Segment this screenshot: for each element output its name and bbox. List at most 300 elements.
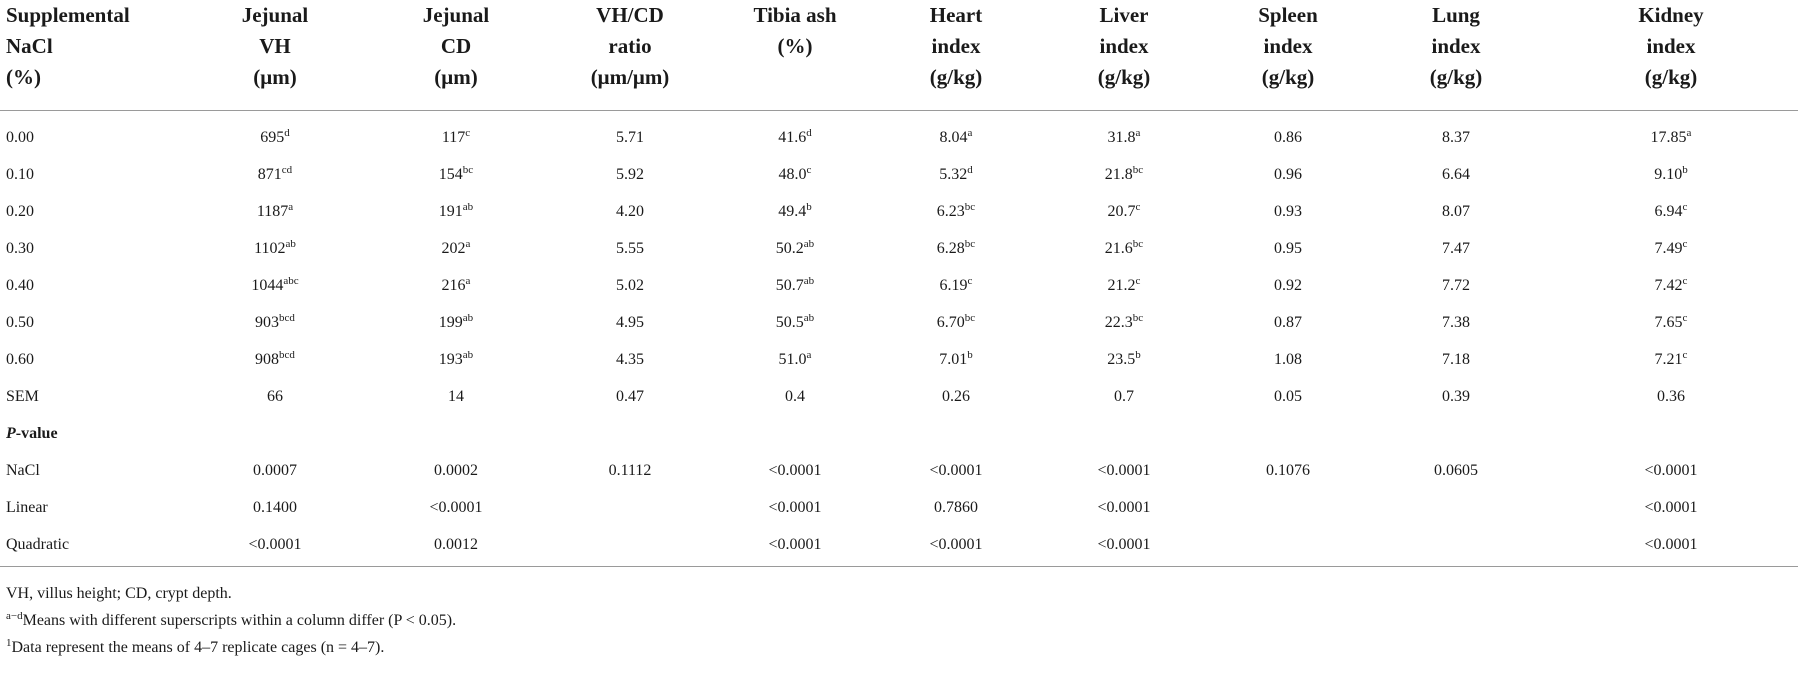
cell-value: 1044 [251, 276, 284, 294]
row-label [0, 304, 180, 341]
table-cell [1208, 304, 1368, 341]
column-header-line: index [1431, 34, 1481, 58]
cell-value: 0.47 [616, 387, 644, 405]
significance-superscript: bc [462, 163, 474, 176]
cell-value: 0.60 [6, 350, 34, 368]
cell-value: 0.87 [1274, 313, 1302, 331]
column-header-line: (%) [6, 65, 41, 89]
significance-superscript: c [967, 274, 973, 287]
table-cell [542, 193, 718, 230]
cell-value: 0.1400 [253, 498, 297, 516]
cell-value: <0.0001 [1644, 498, 1698, 516]
table-cell [370, 156, 542, 193]
footnote-superscript-text: Means with different superscripts within a column differ (P < 0.05). [22, 612, 457, 629]
cell-value: 5.92 [616, 165, 644, 183]
cell-value: 0.1076 [1266, 461, 1310, 479]
cell-value: 6.64 [1442, 165, 1470, 183]
column-header-line: index [931, 34, 981, 58]
cell-value: 191 [438, 202, 463, 220]
table-cell [872, 304, 1040, 341]
significance-superscript: bc [964, 237, 976, 250]
table-cell [718, 526, 872, 563]
table-row [0, 230, 1798, 267]
cell-value: 23.5 [1107, 350, 1136, 368]
table-cell [542, 304, 718, 341]
cell-value: 0.4 [785, 387, 805, 405]
row-label [0, 452, 180, 489]
table-row [0, 193, 1798, 230]
cell-value: 0.50 [6, 313, 34, 331]
cell-value: 202 [441, 239, 466, 257]
table-row [0, 267, 1798, 304]
significance-superscript: bcd [279, 311, 295, 324]
cell-value: 22.3 [1104, 313, 1133, 331]
table-cell [872, 415, 1040, 452]
table-cell [180, 193, 370, 230]
cell-value: 0.36 [1657, 387, 1685, 405]
column-header-line: VH/CD [596, 3, 664, 27]
table-cell [180, 230, 370, 267]
cell-value: Quadratic [6, 535, 70, 553]
cell-value: 0.40 [6, 276, 34, 294]
cell-value: 6.28 [936, 239, 965, 257]
column-header-2 [370, 0, 542, 110]
table-cell [542, 452, 718, 489]
table-cell [1208, 267, 1368, 304]
column-header-6 [1040, 0, 1208, 110]
table-cell [370, 526, 542, 563]
p-value-letter: P [6, 424, 16, 442]
table-cell [1208, 341, 1368, 378]
table-cell [1544, 304, 1798, 341]
table-cell [718, 341, 872, 378]
column-header-line: Jejunal [422, 3, 490, 27]
cell-value: 7.72 [1442, 276, 1470, 294]
table-cell [1368, 110, 1544, 156]
table-cell [1040, 304, 1208, 341]
table-cell [370, 415, 542, 452]
cell-value: 17.85 [1650, 128, 1687, 146]
significance-superscript: c [1682, 237, 1688, 250]
column-header-line: Spleen [1258, 3, 1318, 27]
significance-superscript: ab [462, 348, 474, 361]
table-row [0, 156, 1798, 193]
table-cell [542, 110, 718, 156]
significance-superscript: bcd [279, 348, 295, 361]
cell-value: 0.00 [6, 128, 34, 146]
cell-value: 41.6 [778, 128, 807, 146]
cell-value: <0.0001 [929, 535, 983, 553]
significance-superscript: ab [285, 237, 296, 250]
significance-superscript: abc [283, 274, 299, 287]
cell-value: 5.71 [616, 128, 644, 146]
column-header-line: CD [440, 34, 472, 58]
table-cell [370, 193, 542, 230]
table-cell [370, 341, 542, 378]
table-cell [180, 378, 370, 415]
significance-superscript: ab [803, 274, 815, 287]
table-row [0, 341, 1798, 378]
column-header-0 [0, 0, 180, 110]
cell-value: 7.49 [1654, 239, 1683, 257]
cell-value: 20.7 [1107, 202, 1136, 220]
cell-value: 50.5 [775, 313, 804, 331]
footnotes [6, 580, 1786, 661]
cell-value: 0.05 [1274, 387, 1302, 405]
cell-value: <0.0001 [1644, 461, 1698, 479]
cell-value: 7.42 [1654, 276, 1683, 294]
row-label [0, 267, 180, 304]
cell-value: 5.02 [616, 276, 644, 294]
cell-value: Linear [6, 498, 48, 516]
table-cell [370, 230, 542, 267]
column-header-line: index [1263, 34, 1313, 58]
cell-value: 7.18 [1442, 350, 1470, 368]
table-cell [718, 110, 872, 156]
table-cell [180, 110, 370, 156]
cell-value: 9.10 [1654, 165, 1683, 183]
cell-value: <0.0001 [248, 535, 302, 553]
table-cell [180, 341, 370, 378]
column-header-line: index [1099, 34, 1149, 58]
table-cell [1208, 489, 1368, 526]
cell-value: 0.0002 [434, 461, 478, 479]
table-cell [180, 415, 370, 452]
table-cell [370, 267, 542, 304]
column-header-3 [542, 0, 718, 110]
table-cell [1040, 526, 1208, 563]
cell-value: 8.37 [1442, 128, 1470, 146]
cell-value: 14 [448, 387, 464, 405]
table-cell [1544, 452, 1798, 489]
cell-value: <0.0001 [1097, 498, 1151, 516]
table-cell [1368, 230, 1544, 267]
table-cell [542, 378, 718, 415]
cell-value: NaCl [6, 461, 40, 479]
table-cell [1208, 193, 1368, 230]
table-header [0, 0, 1798, 110]
significance-superscript: c [1135, 274, 1141, 287]
footnote-superscript-marker: a−d [6, 610, 23, 622]
table-cell [1368, 341, 1544, 378]
cell-value: 4.95 [616, 313, 644, 331]
p-value-suffix: -value [15, 424, 58, 442]
table-cell [542, 489, 718, 526]
table-row [0, 110, 1798, 156]
significance-superscript: c [465, 126, 471, 139]
table-cell [718, 304, 872, 341]
table-cell [872, 193, 1040, 230]
table-cell [370, 489, 542, 526]
row-label [0, 341, 180, 378]
table-cell [1544, 267, 1798, 304]
cell-value: 50.2 [775, 239, 804, 257]
significance-superscript: bc [964, 311, 976, 324]
table-cell [1544, 110, 1798, 156]
cell-value: 6.23 [936, 202, 965, 220]
table-row [0, 415, 1798, 452]
cell-value: 6.70 [936, 313, 965, 331]
row-label [0, 415, 180, 452]
significance-superscript: c [1135, 200, 1141, 213]
table-row [0, 378, 1798, 415]
column-header-line: (g/kg) [929, 65, 983, 89]
cell-value: 0.39 [1442, 387, 1470, 405]
cell-value: 4.35 [616, 350, 644, 368]
cell-value: 7.65 [1654, 313, 1683, 331]
cell-value: 193 [438, 350, 463, 368]
table-cell [718, 452, 872, 489]
cell-value: 0.0012 [434, 535, 478, 553]
cell-value: 0.26 [942, 387, 970, 405]
column-header-1 [180, 0, 370, 110]
table-cell [1368, 526, 1544, 563]
table-cell [180, 452, 370, 489]
cell-value: 1.08 [1274, 350, 1302, 368]
table-cell [1040, 415, 1208, 452]
cell-value: 5.32 [939, 165, 968, 183]
significance-superscript: c [1682, 348, 1688, 361]
table-cell [180, 526, 370, 563]
cell-value: 0.92 [1274, 276, 1302, 294]
significance-superscript: ab [462, 200, 474, 213]
column-header-line: (g/kg) [1261, 65, 1315, 89]
row-label [0, 110, 180, 156]
table-cell [370, 378, 542, 415]
cell-value: 48.0 [778, 165, 807, 183]
cell-value: 0.95 [1274, 239, 1302, 257]
table-cell [180, 489, 370, 526]
cell-value: 0.96 [1274, 165, 1302, 183]
row-label [0, 526, 180, 563]
cell-value: 8.07 [1442, 202, 1470, 220]
table-cell [718, 415, 872, 452]
significance-superscript: c [1682, 274, 1688, 287]
table-cell [1040, 193, 1208, 230]
cell-value: <0.0001 [768, 461, 822, 479]
cell-value: 0.7860 [934, 498, 978, 516]
footnote-data-marker: 1 [6, 637, 12, 649]
table-cell [872, 452, 1040, 489]
cell-value: 154 [438, 165, 463, 183]
row-label [0, 230, 180, 267]
cell-value: 216 [441, 276, 466, 294]
table-body [0, 110, 1798, 563]
significance-superscript: b [1135, 348, 1141, 361]
column-header-line: NaCl [6, 34, 53, 58]
cell-value: 0.7 [1114, 387, 1134, 405]
cell-value: 4.20 [616, 202, 644, 220]
significance-superscript: a [288, 200, 294, 213]
column-header-line: (μm/μm) [590, 65, 670, 89]
significance-superscript: a [967, 126, 973, 139]
table-cell [1208, 452, 1368, 489]
cell-value: <0.0001 [1097, 535, 1151, 553]
table-cell [1208, 156, 1368, 193]
table-cell [542, 156, 718, 193]
table-cell [872, 526, 1040, 563]
column-header-line: Lung [1432, 3, 1480, 27]
cell-value: 0.1112 [608, 461, 652, 479]
cell-value: <0.0001 [1644, 535, 1698, 553]
table-cell [542, 341, 718, 378]
column-header-line: (%) [777, 34, 813, 58]
cell-value: 871 [257, 165, 282, 183]
column-header-line: index [1646, 34, 1696, 58]
table-cell [1040, 230, 1208, 267]
cell-value: 7.47 [1442, 239, 1470, 257]
table-cell [1368, 267, 1544, 304]
footnote-data-text: Data represent the means of 4–7 replicate cages (n = 4–7). [11, 639, 385, 656]
cell-value: 7.38 [1442, 313, 1470, 331]
table-cell [1544, 415, 1798, 452]
cell-value: 903 [255, 313, 280, 331]
table-cell [1040, 156, 1208, 193]
cell-value: 7.21 [1654, 350, 1683, 368]
cell-value: 21.8 [1104, 165, 1133, 183]
column-header-line: Tibia ash [753, 3, 837, 27]
table-row [0, 452, 1798, 489]
cell-value: 6.94 [1654, 202, 1683, 220]
cell-value: 6.19 [939, 276, 968, 294]
table-cell [1040, 267, 1208, 304]
table-cell [1544, 526, 1798, 563]
significance-superscript: bc [1132, 237, 1144, 250]
cell-value: 0.30 [6, 239, 34, 257]
significance-superscript: a [806, 348, 812, 361]
table-cell [872, 230, 1040, 267]
cell-value: 199 [438, 313, 463, 331]
significance-superscript: d [806, 126, 812, 139]
column-header-line: (g/kg) [1429, 65, 1483, 89]
table-cell [872, 267, 1040, 304]
table-cell [1368, 156, 1544, 193]
table-cell [180, 304, 370, 341]
cell-value: <0.0001 [929, 461, 983, 479]
cell-value: 0.0007 [253, 461, 297, 479]
table-cell [1040, 452, 1208, 489]
cell-value: 908 [255, 350, 280, 368]
significance-superscript: ab [803, 311, 815, 324]
significance-superscript: bc [1132, 311, 1144, 324]
cell-value: 8.04 [939, 128, 968, 146]
row-label [0, 156, 180, 193]
cell-value: 695 [260, 128, 285, 146]
cell-value: 31.8 [1107, 128, 1136, 146]
column-header-7 [1208, 0, 1368, 110]
significance-superscript: c [806, 163, 812, 176]
table-row [0, 304, 1798, 341]
column-header-line: (μm) [434, 65, 478, 89]
cell-value: SEM [6, 387, 39, 405]
cell-value: 66 [267, 387, 283, 405]
table-cell [180, 156, 370, 193]
cell-value: 51.0 [778, 350, 807, 368]
significance-superscript: a [1686, 126, 1692, 139]
cell-value: 21.6 [1104, 239, 1133, 257]
table-cell [1544, 489, 1798, 526]
table-cell [1208, 378, 1368, 415]
table-cell [1544, 156, 1798, 193]
significance-superscript: ab [803, 237, 815, 250]
table-cell [1040, 489, 1208, 526]
table-cell [542, 267, 718, 304]
cell-value: <0.0001 [1097, 461, 1151, 479]
table-cell [872, 341, 1040, 378]
cell-value: 1102 [254, 239, 286, 257]
table-cell [370, 452, 542, 489]
table-cell [370, 110, 542, 156]
table-cell [1368, 415, 1544, 452]
significance-superscript: b [806, 200, 812, 213]
cell-value: 117 [441, 128, 466, 146]
table-cell [872, 110, 1040, 156]
table-row [0, 526, 1798, 563]
significance-superscript: a [465, 274, 471, 287]
significance-superscript: bc [964, 200, 976, 213]
cell-value: 0.20 [6, 202, 34, 220]
table-cell [1544, 341, 1798, 378]
table-cell [718, 230, 872, 267]
footnote-superscripts [6, 607, 1786, 634]
cell-value: 21.2 [1107, 276, 1136, 294]
table-cell [872, 378, 1040, 415]
table-cell [1208, 526, 1368, 563]
row-label [0, 378, 180, 415]
column-header-line: (g/kg) [1097, 65, 1151, 89]
table-cell [542, 415, 718, 452]
significance-superscript: cd [281, 163, 293, 176]
table-cell [872, 156, 1040, 193]
table-cell [1368, 489, 1544, 526]
row-label [0, 193, 180, 230]
cell-value: 1187 [256, 202, 289, 220]
table-cell [1208, 415, 1368, 452]
column-header-line: Jejunal [241, 3, 309, 27]
table-cell [542, 526, 718, 563]
table-row [0, 489, 1798, 526]
footnote-abbreviations: VH, villus height; CD, crypt depth. [6, 585, 232, 602]
row-label [0, 489, 180, 526]
significance-superscript: c [1682, 311, 1688, 324]
significance-superscript: ab [462, 311, 474, 324]
column-header-line: (μm) [253, 65, 297, 89]
column-header-5 [872, 0, 1040, 110]
significance-superscript: b [967, 348, 973, 361]
table-cell [1208, 230, 1368, 267]
table-cell [718, 378, 872, 415]
table-cell [718, 267, 872, 304]
significance-superscript: d [967, 163, 973, 176]
header-row [0, 0, 1798, 110]
table-cell [1040, 341, 1208, 378]
table-cell [1368, 304, 1544, 341]
column-header-line: Supplemental [6, 3, 130, 27]
table-cell [718, 489, 872, 526]
table-cell [1544, 230, 1798, 267]
cell-value: 49.4 [778, 202, 807, 220]
table-cell [718, 156, 872, 193]
table-cell [1368, 193, 1544, 230]
column-header-line: (g/kg) [1644, 65, 1698, 89]
column-header-line: VH [259, 34, 291, 58]
table-cell [1544, 193, 1798, 230]
table-cell [180, 267, 370, 304]
column-header-line: Kidney [1638, 3, 1704, 27]
column-header-line: Liver [1099, 3, 1149, 27]
significance-superscript: a [1135, 126, 1141, 139]
cell-value: 7.01 [939, 350, 968, 368]
